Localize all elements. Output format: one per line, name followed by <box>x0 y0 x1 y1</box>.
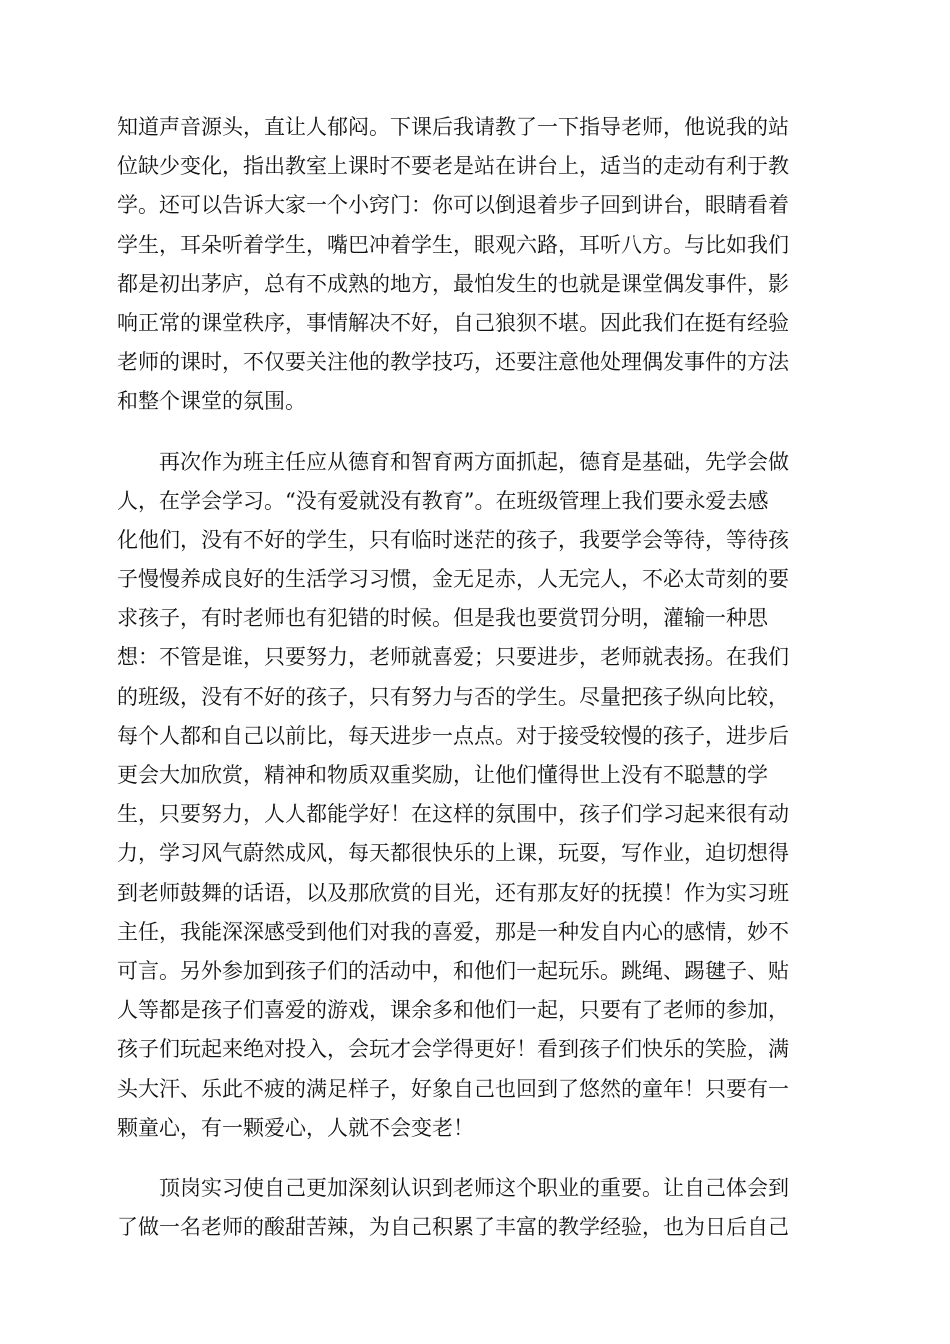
text-line: 顶岗实习使自己更加深刻认识到老师这个职业的重要。让自己体会到 <box>117 1175 789 1200</box>
text-line: 学。还可以告诉大家一个小窍门：你可以倒退着步子回到讲台，眼睛看着 <box>117 193 789 218</box>
text-line: 学生，耳朵听着学生，嘴巴冲着学生，眼观六路，耳听八方。与比如我们 <box>117 232 789 257</box>
text-line: 更会大加欣赏，精神和物质双重奖励，让他们懂得世上没有不聪慧的学 <box>117 763 768 787</box>
text-line: 老师的课时，不仅要关注他的教学技巧，还要注意他处理偶发事件的方法 <box>117 350 789 375</box>
paragraph-1 <box>117 108 833 422</box>
text-line: 想：不管是谁，只要努力，老师就喜爱；只要进步，老师就表扬。在我们 <box>117 645 789 670</box>
text-line: 求孩子，有时老师也有犯错的时候。但是我也要赏罚分明，灌输一种思 <box>117 606 768 631</box>
text-line: 位缺少变化，指出教室上课时不要老是站在讲台上，适当的走动有利于教 <box>117 154 789 179</box>
text-line: 的班级，没有不好的孩子，只有努力与否的学生。尽量把孩子纵向比较， <box>117 684 789 709</box>
text-line: 到老师鼓舞的话语，以及那欣赏的目光，还有那友好的抚摸！作为实习班 <box>117 880 789 905</box>
text-line: 头大汗、乐此不疲的满足样子，好象自己也回到了悠然的童年！只要有一 <box>117 1076 789 1101</box>
text-line: 人，在学会学习。“没有爱就没有教育”。在班级管理上我们要永爱去感 <box>117 488 769 513</box>
document-body <box>117 108 833 1268</box>
text-line: 响正常的课堂秩序，事情解决不好，自己狼狈不堪。因此我们在挺有经验 <box>117 310 789 335</box>
text-line: 力，学习风气蔚然成风，每天都很快乐的上课，玩耍，写作业，迫切想得 <box>117 841 789 866</box>
text-line: 再次作为班主任应从德育和智育两方面抓起，德育是基础，先学会做 <box>117 449 789 474</box>
text-line: 了做一名老师的酸甜苦辣，为自己积累了丰富的教学经验，也为日后自己 <box>117 1215 789 1240</box>
text-line: 知道声音源头，直让人郁闷。下课后我请教了一下指导老师，他说我的站 <box>117 115 789 139</box>
text-line: 主任，我能深深感受到他们对我的喜爱，那是一种发自内心的感情，妙不 <box>117 919 789 944</box>
text-line: 子慢慢养成良好的生活学习习惯，金无足赤，人无完人，不必太苛刻的要 <box>117 567 789 592</box>
paragraph-3 <box>117 1169 833 1247</box>
text-line: 和整个课堂的氛围。 <box>117 389 306 414</box>
text-line: 化他们，没有不好的学生，只有临时迷茫的孩子，我要学会等待，等待孩 <box>117 527 789 552</box>
text-line: 每个人都和自己以前比，每天进步一点点。对于接受较慢的孩子，进步后 <box>117 723 789 748</box>
text-line: 生，只要努力，人人都能学好！在这样的氛围中，孩子们学习起来很有动 <box>117 802 789 827</box>
text-line: 可言。另外参加到孩子们的活动中，和他们一起玩乐。跳绳、踢毽子、贴 <box>117 958 789 983</box>
paragraph-2 <box>117 443 833 1148</box>
text-line: 孩子们玩起来绝对投入，会玩才会学得更好！看到孩子们快乐的笑脸，满 <box>117 1037 789 1062</box>
text-line: 都是初出茅庐，总有不成熟的地方，最怕发生的也就是课堂偶发事件，影 <box>117 271 789 296</box>
text-line: 人等都是孩子们喜爱的游戏，课余多和他们一起，只要有了老师的参加， <box>117 998 789 1023</box>
text-line: 颗童心，有一颗爱心，人就不会变老！ <box>117 1115 474 1140</box>
